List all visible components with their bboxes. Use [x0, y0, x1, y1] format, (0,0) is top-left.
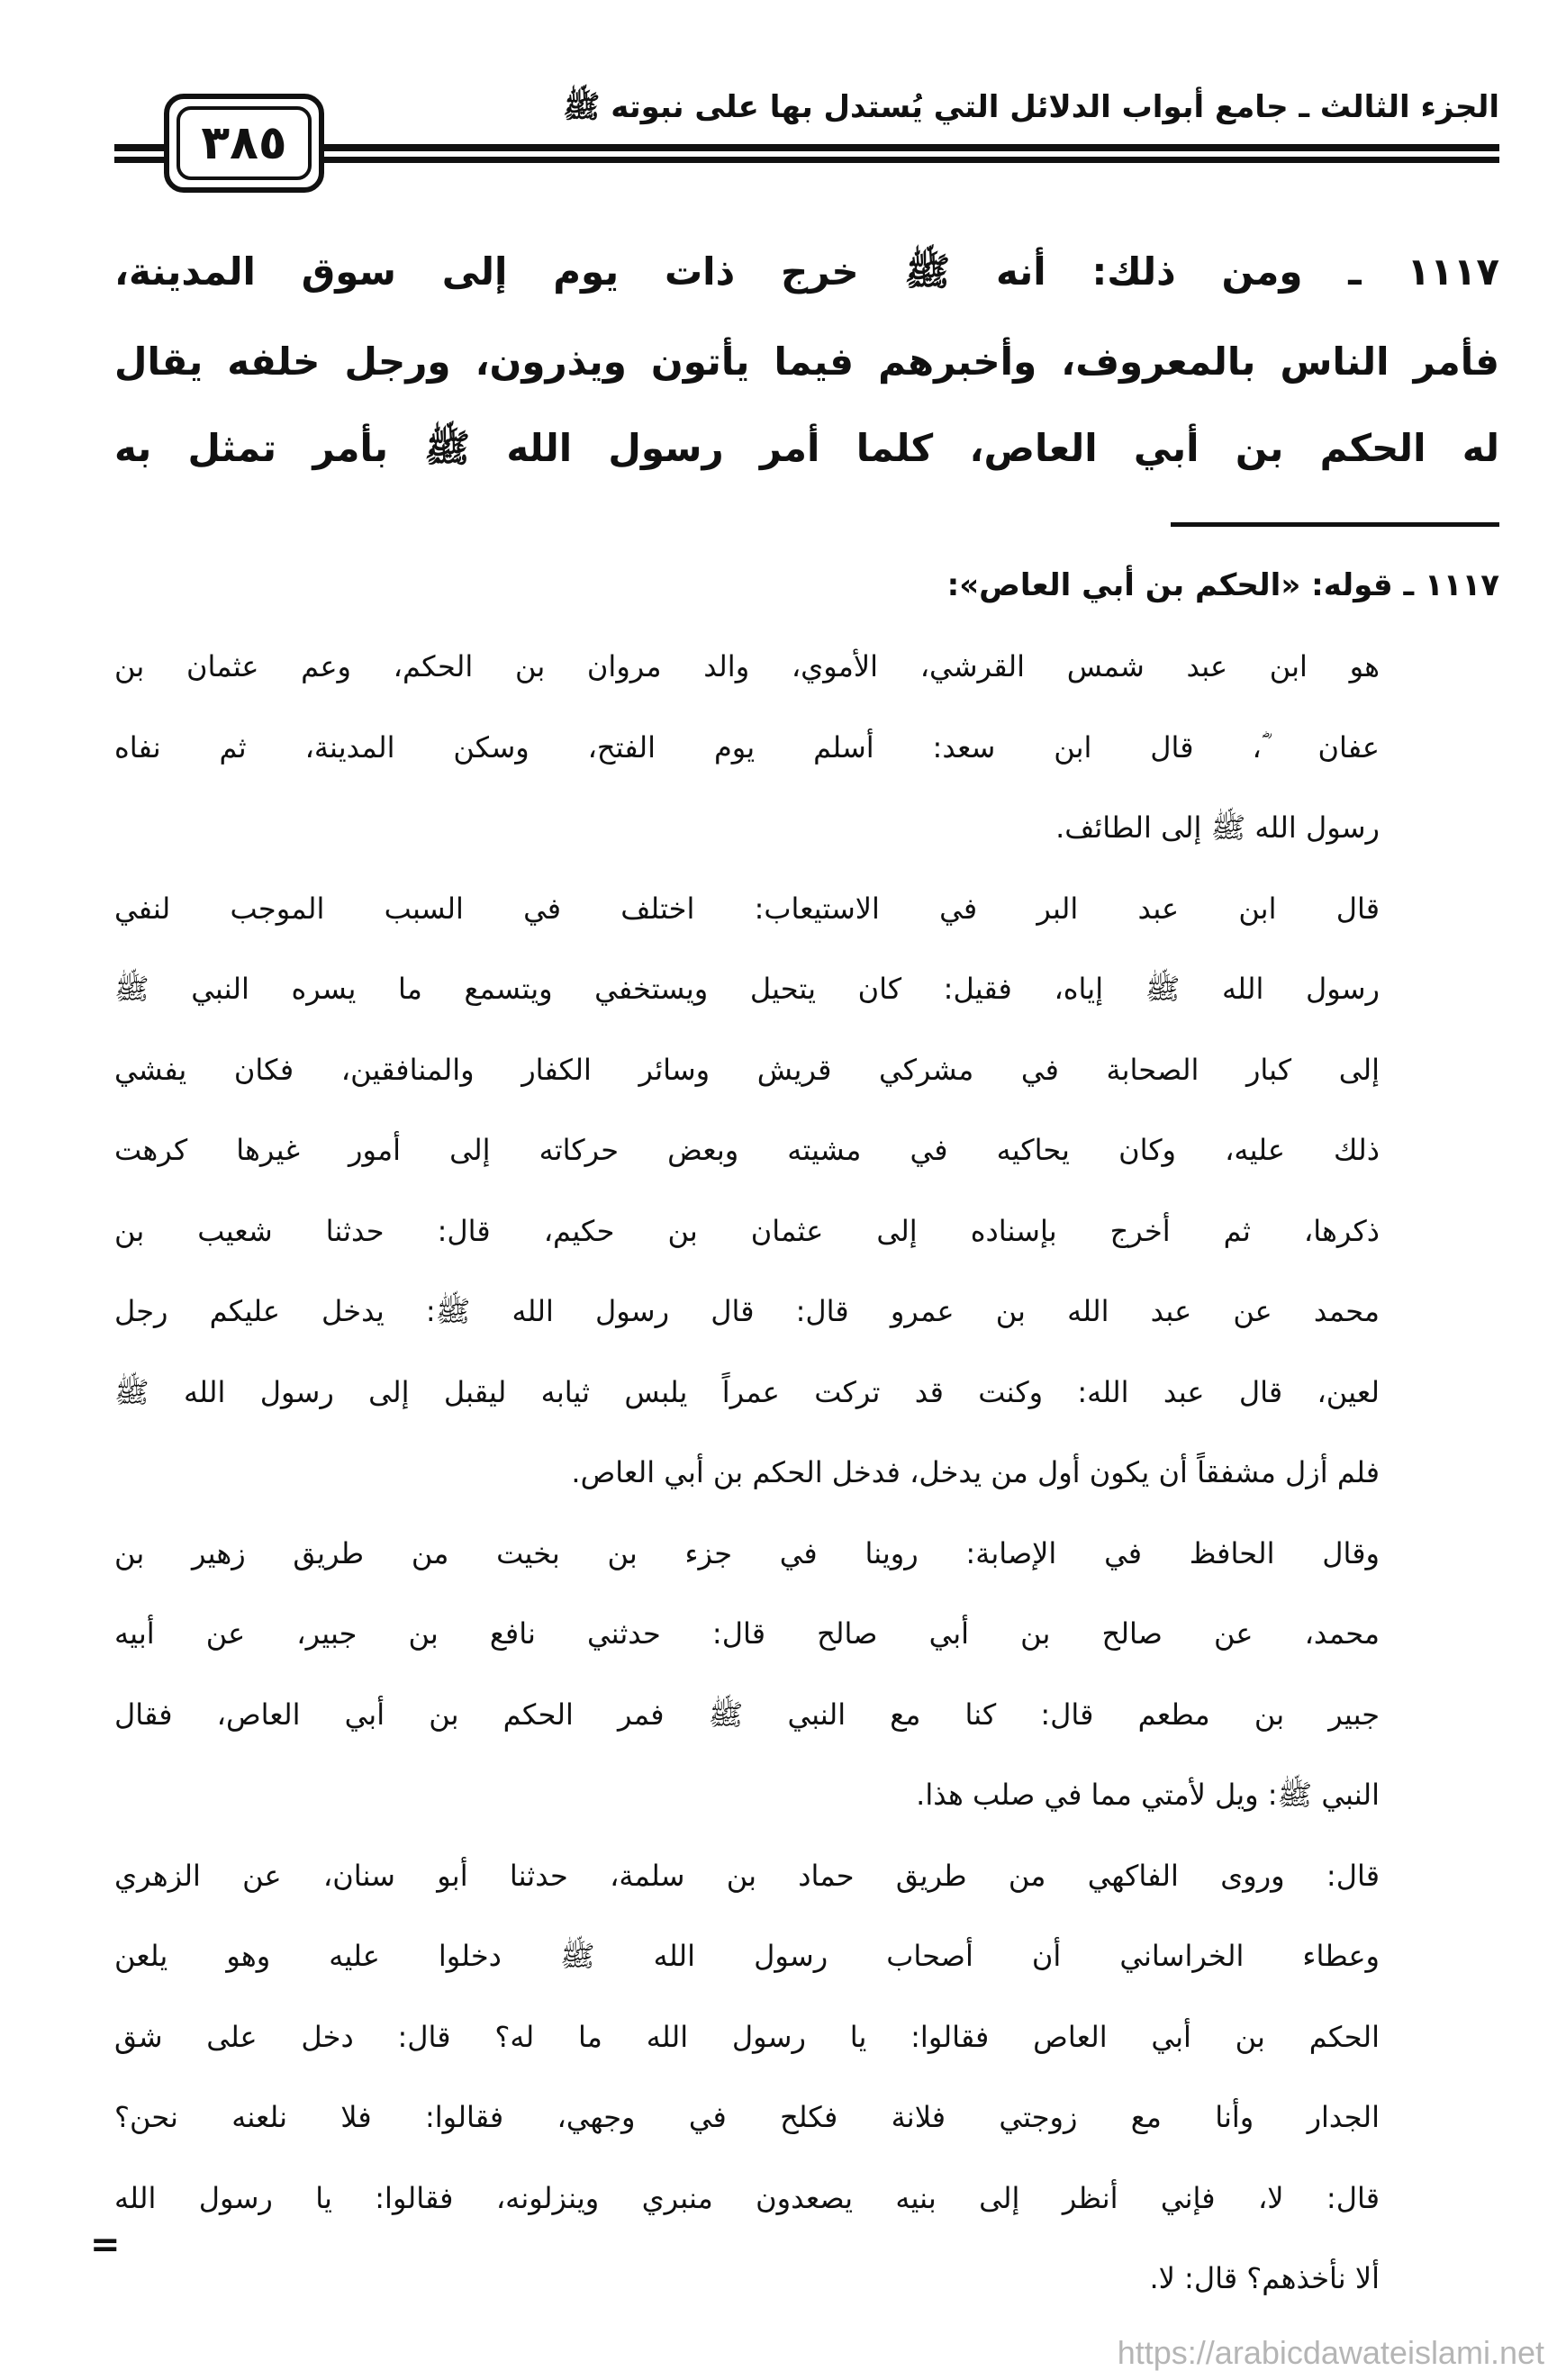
footnote-line: وعطاء الخراساني أن أصحاب رسول الله ﷺ دخلوا عليه وهو يلعن — [114, 1939, 1380, 1973]
footnote-line: قال: لا، فإني أنظر إلى بنيه يصعدون منبري وينزلونه، فقالوا: يا رسول الله — [114, 2180, 1380, 2215]
footnote-line: الحكم بن أبي العاص فقالوا: يا رسول الله ما له؟ قال: دخل على شق — [114, 2019, 1380, 2054]
footnote-line: قال: وروى الفاكهي من طريق حماد بن سلمة، حدثنا أبو سنان، عن الزهري — [114, 1858, 1380, 1893]
footnote-heading: ١١١٧ ـ قوله: «الحكم بن أبي العاص»: — [946, 567, 1499, 603]
watermark: https://arabicdawateislami.net — [1117, 2334, 1544, 2371]
footnote-line: ذكرها، ثم أخرج بإسناده إلى عثمان بن حكيم، قال: حدثنا شعيب بن — [114, 1213, 1380, 1248]
footnote-line: جبير بن مطعم قال: كنا مع النبي ﷺ فمر الحكم بن أبي العاص، فقال — [114, 1697, 1380, 1732]
footnote-line: الجدار وأنا مع زوجتي فلانة فكلح في وجهي، فقالوا: فلا نلعنه نحن؟ — [114, 2100, 1380, 2134]
footnote-line: وقال الحافظ في الإصابة: روينا في جزء بن بخيت من طريق زهير بن — [114, 1535, 1380, 1570]
page-number: ٣٨٥ — [177, 106, 312, 180]
footnote-line: رسول الله ﷺ إياه، فقيل: كان يتحيل ويستخفي ويتسمع ما يسره النبي ﷺ — [114, 972, 1380, 1006]
main-text-line: فأمر الناس بالمعروف، وأخبرهم فيما يأتون ويذرون، ورجل خلفه يقال — [114, 339, 1499, 384]
footnote-separator — [1171, 522, 1499, 527]
page-number-box — [164, 94, 324, 193]
running-header-title: الجزء الثالث ـ جامع أبواب الدلائل التي يُستدل بها على نبوته ﷺ — [563, 89, 1499, 125]
footnote-line: محمد عن عبد الله بن عمرو قال: قال رسول الله ﷺ: يدخل عليكم رجل — [114, 1294, 1380, 1328]
footnote-line: قال ابن عبد البر في الاستيعاب: اختلف في السبب الموجب لنفي — [114, 891, 1380, 926]
footnote-line: ذلك عليه، وكان يحاكيه في مشيته وبعض حركاته إلى أمور غيرها كرهت — [114, 1133, 1380, 1167]
continuation-mark: = — [90, 2224, 121, 2266]
footnote-line: إلى كبار الصحابة في مشركي قريش وسائر الكفار والمنافقين، فكان يفشي — [114, 1052, 1380, 1087]
footnote-line: ألا نأخذهم؟ قال: لا. — [1149, 2261, 1380, 2295]
footnote-line: عفان ؓ، قال ابن سعد: أسلم يوم الفتح، وسكن المدينة، ثم نفاه — [114, 729, 1380, 765]
main-text-line: له الحكم بن أبي العاص، كلما أمر رسول الله ﷺ بأمر تمثل به — [114, 426, 1499, 470]
footnote-line: فلم أزل مشفقاً أن يكون أول من يدخل، فدخل الحكم بن أبي العاص. — [571, 1455, 1380, 1489]
footnote-line: رسول الله ﷺ إلى الطائف. — [1055, 810, 1380, 845]
footnote-line: النبي ﷺ: ويل لأمتي مما في صلب هذا. — [916, 1778, 1380, 1812]
footnote-line: محمد، عن صالح بن أبي صالح قال: حدثني نافع بن جبير، عن أبيه — [114, 1616, 1380, 1651]
footnote-line: هو ابن عبد شمس القرشي، الأموي، والد مروان بن الحكم، وعم عثمان بن — [114, 649, 1380, 683]
footnote-line: لعين، قال عبد الله: وكنت قد تركت عمراً يلبس ثيابه ليقبل إلى رسول الله ﷺ — [114, 1374, 1380, 1409]
main-text-line: ١١١٧ ـ ومن ذلك: أنه ﷺ خرج ذات يوم إلى سوق المدينة، — [114, 249, 1499, 294]
